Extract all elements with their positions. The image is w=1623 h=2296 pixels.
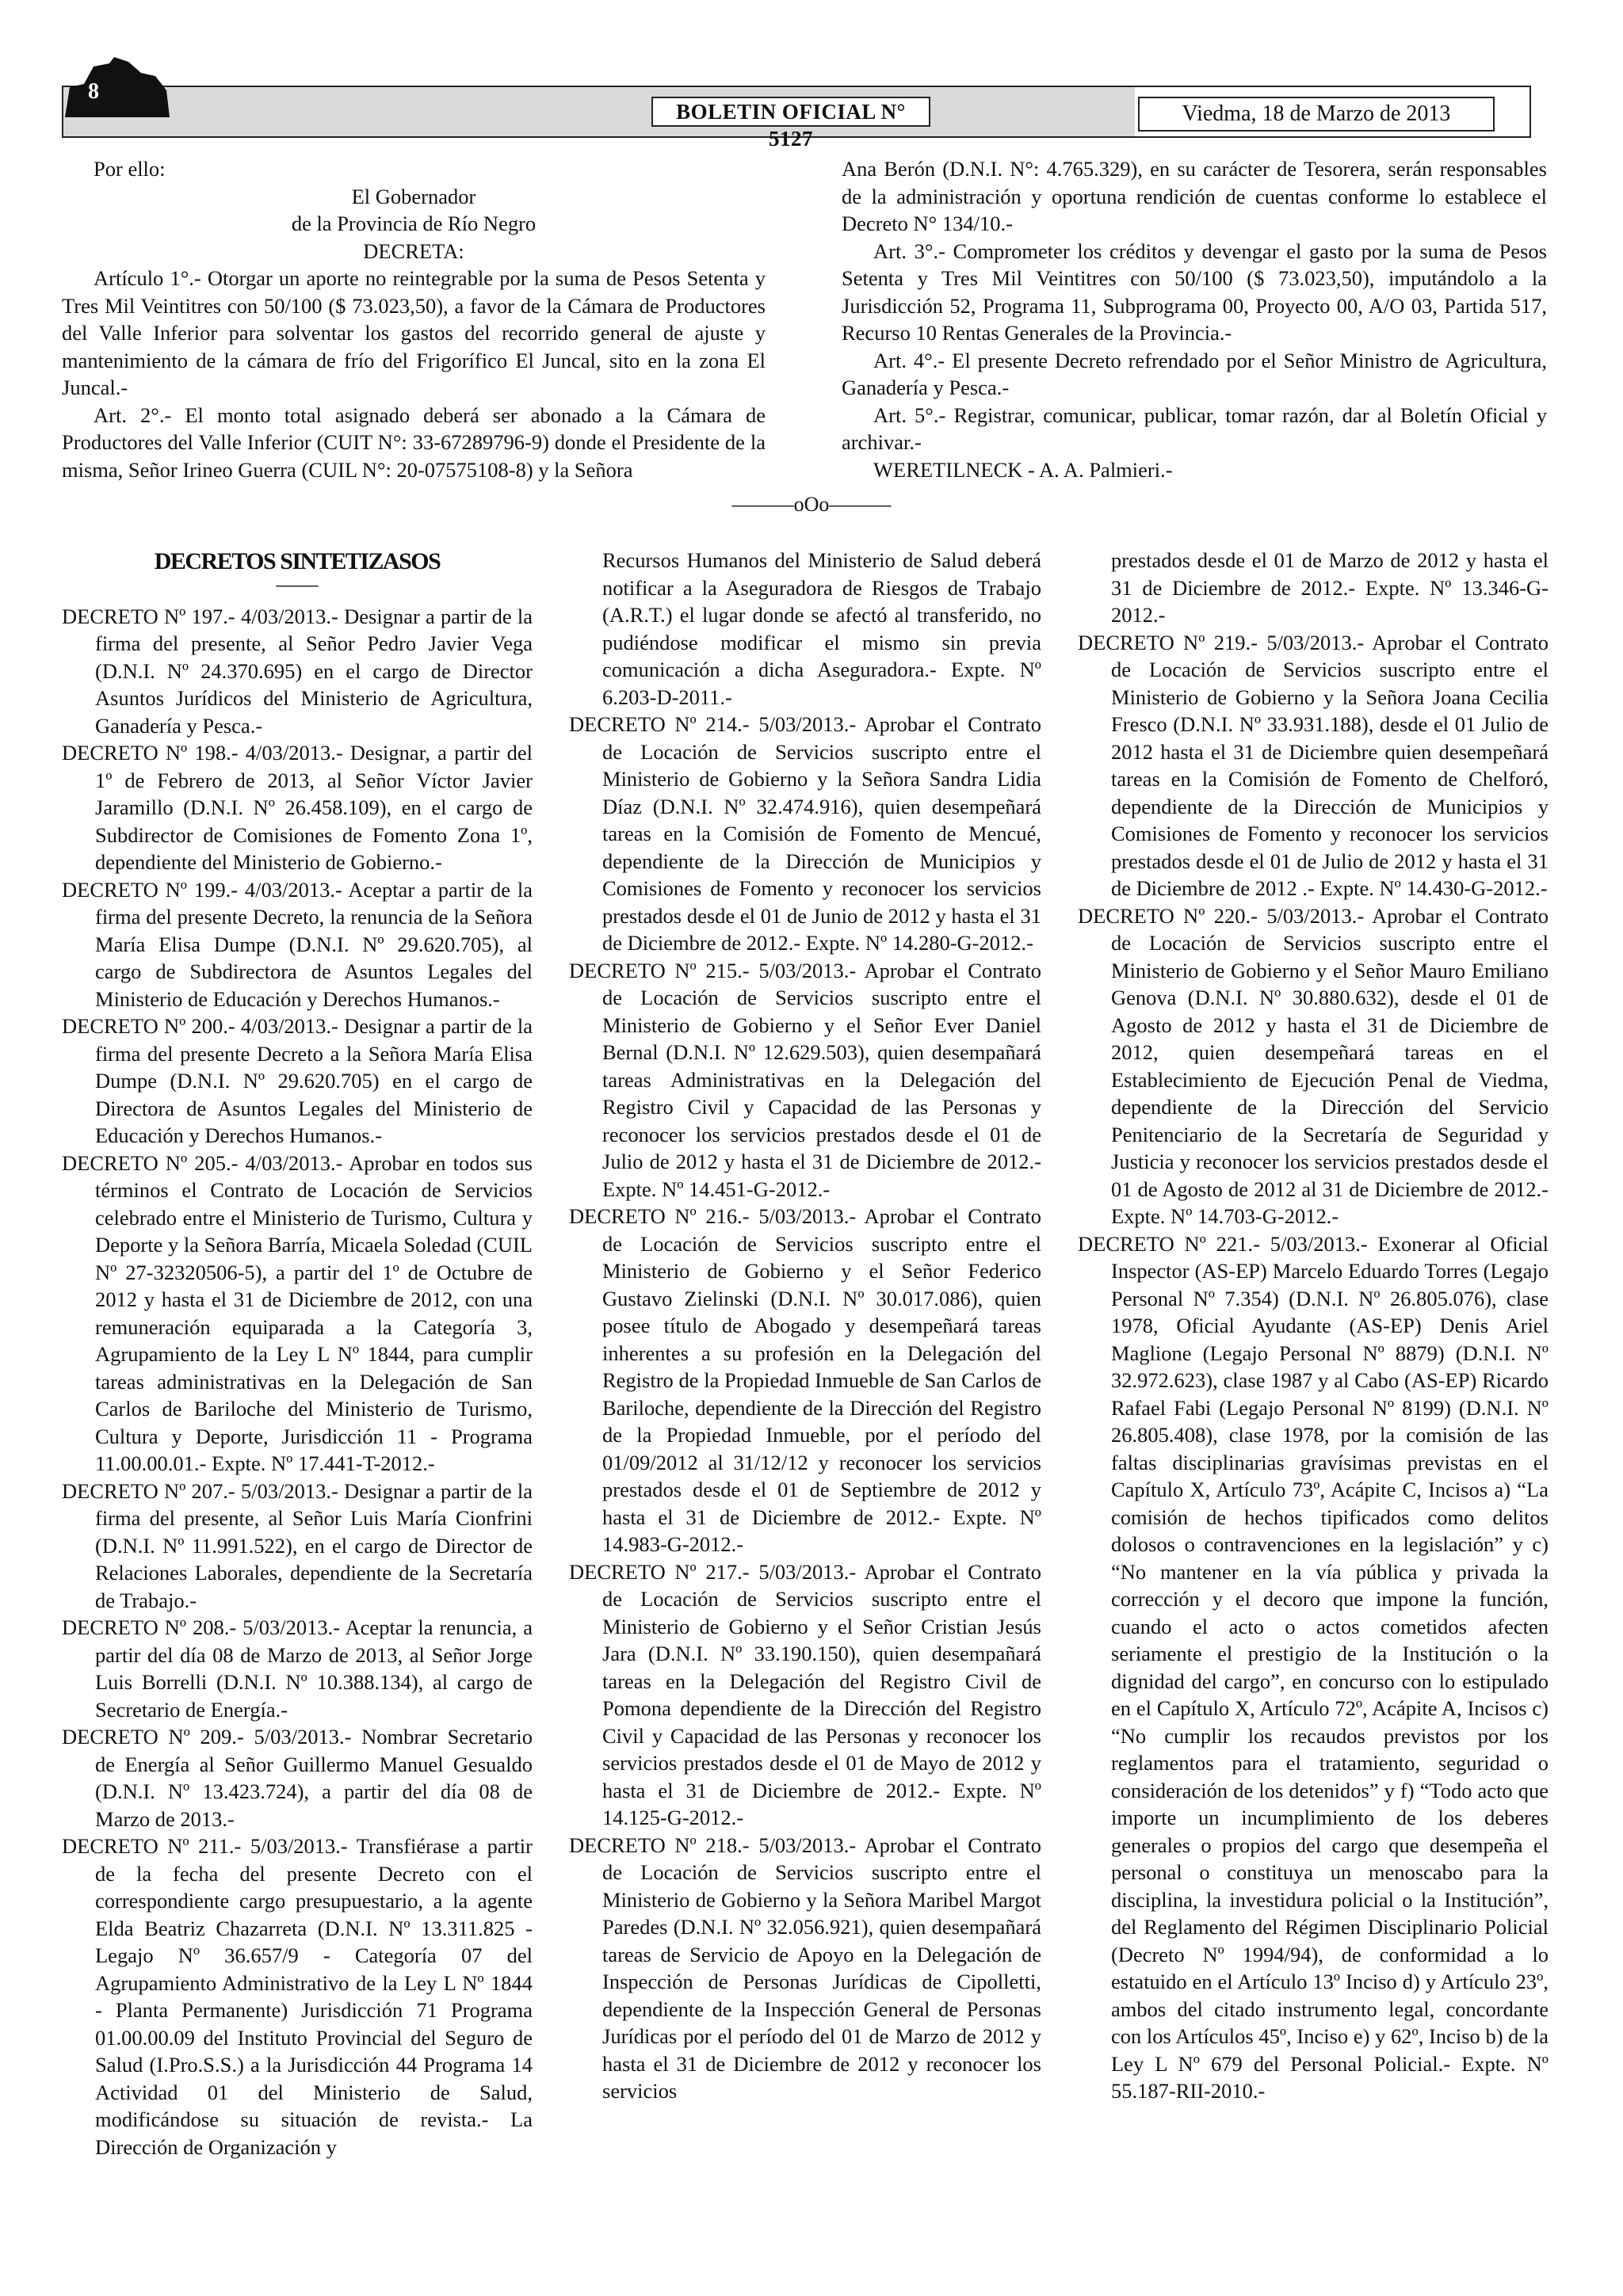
decree-article-4: Art. 4°.- El presente Decreto refrendado por el Señor Ministro de Agricultura, Ganadería y Pesca.-	[842, 348, 1547, 399]
decree-left-column	[62, 155, 766, 483]
decree-intro: Por ello:	[94, 157, 166, 181]
bulletin-title: BOLETIN OFICIAL N° 5127	[651, 97, 930, 127]
decree-summary: DECRETO Nº 220.- 5/03/2013.- Aprobar el Contrato de Locación de Servicios suscripto entre el Ministerio de Gobierno y el Señor Mauro Emiliano Genova (D.N.I. Nº 30.880.632), desde el 01 de Agosto de 2012 y hasta el 31 de Diciembre de 2012, quien desempeñará tareas en el Establecimiento de Ejecución Penal de Viedma, dependiente de la Dirección del Servicio Penitenciario de la Secretaría de Seguridad y Justicia y reconocer los servicios prestados desde el 01 de Agosto de 2012 al 31 de Diciembre de 2012.- Expte. Nº 14.703-G-2012.-	[1078, 903, 1549, 1228]
page-number: 8	[88, 79, 99, 104]
decree-decreta: DECRETA:	[363, 238, 464, 263]
decree-summary: DECRETO Nº 221.- 5/03/2013.- Exonerar al Oficial Inspector (AS-EP) Marcelo Eduardo Torres (Legajo Personal Nº 7.354) (D.N.I. Nº 26.805.076), clase 1978, Oficial Ayudante (AS-EP) Denis Ariel Maglione (Legajo Personal Nº 8879) (D.N.I. Nº 32.972.623), clase 1987 y al Cabo (AS-EP) Ricardo Rafael Fabi (Legajo Personal Nº 8199) (D.N.I. Nº 26.805.408), clase 1978, por la comisión de las faltas disciplinarias gravísimas previstas en el Capítulo X, Artículo 73º, Acápite C, Incisos a) “La comisión de hechos tipificados como delitos dolosos o contravenciones en la legislación” y c) “No mantener en la vía pública y privada la corrección y el decoro que impone la función, cuando el acto o actos cometidos afecten seriamente el prestigio de la Institución o la dignidad del cargo”, en concurso con lo estipulado en el Capítulo X, Artículo 72º, Acápite A, Incisos c) “No cumplir los recaudos previstos por los reglamentos para el tratamiento, seguridad o consideración de los detenidos” y f) “Todo acto que importe un incumplimiento de los deberes generales o propios del cargo que desempeña el personal o constituya un menoscabo para la disciplina, la investidura policial o la Institución”, del Reglamento del Régimen Disciplinario Policial (Decreto Nº 1994/94), de conformidad a lo estatuido en el Artículo 13º Inciso d) y Artículo 23º, ambos del citado instrumento legal, concordante con los Artículos 45º, Inciso e) y 62º, Inciso b) de la Ley L Nº 679 del Personal Policial.- Expte. Nº 55.187-RII-2010.-	[1078, 1231, 1549, 2103]
decree-right-column	[842, 155, 1547, 483]
decree-summary: DECRETO Nº 209.- 5/03/2013.- Nombrar Secretario de Energía al Señor Guillermo Manuel Gesualdo (D.N.I. Nº 13.423.724), a partir del día 08 de Marzo de 2013.-	[62, 1725, 533, 1831]
section-title: DECRETOS SINTETIZASOS	[154, 548, 441, 574]
decree-summary: DECRETO Nº 205.- 4/03/2013.- Aprobar en todos sus términos el Contrato de Locación de Servicios celebrado entre el Ministerio de Turismo, Cultura y Deporte y la Señora Barría, Micaela Soledad (CUIL Nº 27-32320506-5), a partir del 1º de Octubre de 2012 y hasta el 31 de Diciembre de 2012, con una remuneración equiparada a la Categoría 3, Agrupamiento de la Ley L Nº 1844, para cumplir tareas administrativas en la Delegación de San Carlos de Bariloche del Ministerio de Turismo, Cultura y Deporte, Jurisdicción 11 - Programa 11.00.00.01.- Expte. Nº 17.441-T-2012.-	[62, 1150, 533, 1475]
decree-summary: DECRETO Nº 208.- 5/03/2013.- Aceptar la renuncia, a partir del día 08 de Marzo de 2013, al Señor Jorge Luis Borrelli (D.N.I. Nº 10.388.134), al cargo de Secretario de Energía.-	[62, 1615, 533, 1722]
decree-summary: DECRETO Nº 199.- 4/03/2013.- Aceptar a partir de la firma del presente Decreto, la renuncia de la Señora María Elisa Dumpe (D.N.I. Nº 29.620.705), al cargo de Subdirectora de Asuntos Legales del Ministerio de Educación y Derechos Humanos.-	[62, 877, 533, 1011]
decree-article-3: Art. 3°.- Comprometer los créditos y devengar el gasto por la suma de Pesos Setenta y Tres Mil Veintitres con 50/100 ($ 73.023,50), imputándolo a la Jurisdicción 52, Programa 11, Subprograma 00, Proyecto 00, A/O 03, Partida 517, Recurso 10 Rentas Generales de la Provincia.-	[842, 238, 1547, 345]
section-separator: ———oOo———	[731, 493, 892, 516]
decree-signatures: WERETILNECK - A. A. Palmieri.-	[873, 457, 1173, 482]
decrees-column-2	[569, 547, 1041, 2105]
decree-governor: El Gobernador	[351, 184, 476, 208]
decree-province: de la Provincia de Río Negro	[291, 212, 537, 235]
decree-summary: DECRETO Nº 197.- 4/03/2013.- Designar a partir de la firma del presente, al Señor Pedro Javier Vega (D.N.I. Nº 24.370.695) en el cargo de Director Asuntos Jurídicos del Ministerio de Agricultura, Ganadería y Pesca.-	[62, 604, 533, 738]
decree-summary: DECRETO Nº 219.- 5/03/2013.- Aprobar el Contrato de Locación de Servicios suscripto entre el Ministerio de Gobierno y la Señora Joana Cecilia Fresco (D.N.I. Nº 33.931.188), desde el 01 Julio de 2012 hasta el 31 de Diciembre quien desempeñará tareas en la Comisión de Fomento de Chelforó, dependiente de la Dirección de Municipios y Comisiones de Fomento y reconocer los servicios prestados desde el 01 de Julio de 2012 y hasta el 31 de Diciembre de 2012 .- Expte. Nº 14.430-G-2012.-	[1078, 630, 1549, 900]
decree-summary: DECRETO Nº 211.- 5/03/2013.- Transfiérase a partir de la fecha del presente Decreto con el correspondiente cargo presupuestario, a la agente Elda Beatriz Chazarreta (D.N.I. Nº 13.311.825 - Legajo Nº 36.657/9 - Categoría 07 del Agrupamiento Administrativo de la Ley L Nº 1844 - Planta Permanente) Jurisdicción 71 Programa 01.00.00.09 del Instituto Provincial del Seguro de Salud (I.Pro.S.S.) a la Jurisdicción 44 Programa 14 Actividad 01 del Ministerio de Salud, modificándose su situación de revista.- La Dirección de Organización y	[62, 1834, 533, 2159]
decree-summary-cont: prestados desde el 01 de Marzo de 2012 y hasta el 31 de Diciembre de 2012.- Expte. Nº 13.346-G-2012.-	[1111, 548, 1549, 627]
decree-summary-cont: Recursos Humanos del Ministerio de Salud deberá notificar a la Aseguradora de Riesgos de Trabajo (A.R.T.) el lugar donde se afectó al transferido, no pudiéndose modificar el mismo sin previa comunicación a dicha Aseguradora.- Expte. Nº 6.203-D-2011.-	[602, 548, 1041, 709]
decree-article-2-cont: Ana Berón (D.N.I. N°: 4.765.329), en su carácter de Tesorera, serán responsables de la administración y oportuna rendición de cuentas conforme lo establece el Decreto N° 134/10.-	[842, 157, 1547, 235]
decree-article-1: Artículo 1°.- Otorgar un aporte no reintegrable por la suma de Pesos Setenta y Tres Mil Veintitres con 50/100 ($ 73.023,50), a favor de la Cámara de Productores del Valle Inferior para solventar los gastos del recorrido general de ajuste y mantenimiento de la cámara de frío del Frigorífico El Juncal, sito en la zona El Juncal.-	[62, 266, 766, 399]
decree-summary: DECRETO Nº 207.- 5/03/2013.- Designar a partir de la firma del presente, al Señor Luis María Cionfrini (D.N.I. Nº 11.991.522), en el cargo de Director de Relaciones Laborales, dependiente de la Secretaría de Trabajo.-	[62, 1478, 533, 1612]
decree-summary: DECRETO Nº 198.- 4/03/2013.- Designar, a partir del 1º de Febrero de 2013, al Señor Víctor Javier Jaramillo (D.N.I. Nº 26.458.109), en el cargo de Subdirector de Comisiones de Fomento Zona 1º, dependiente del Ministerio de Gobierno.-	[62, 741, 533, 874]
decree-summary: DECRETO Nº 200.- 4/03/2013.- Designar a partir de la firma del presente Decreto a la Señora María Elisa Dumpe (D.N.I. Nº 29.620.705) en el cargo de Directora de Asuntos Legales del Ministerio de Educación y Derechos Humanos.-	[62, 1014, 533, 1147]
issue-date: Viedma, 18 de Marzo de 2013	[1138, 97, 1495, 132]
section-title-dash: ——	[276, 571, 319, 596]
decree-summary: DECRETO Nº 217.- 5/03/2013.- Aprobar el Contrato de Locación de Servicios suscripto entre el Ministerio de Gobierno y el Señor Cristian Jesús Jara (D.N.I. Nº 33.190.150), quien desempañará tareas en la Delegación del Registro Civil de Pomona dependiente de la Dirección del Registro Civil y Capacidad de las Personas y reconocer los servicios prestados desde el 01 de Mayo de 2012 y hasta el 31 de Diciembre de 2012.- Expte. Nº 14.125-G-2012.-	[569, 1559, 1041, 1829]
header-shade	[63, 87, 1135, 136]
decree-summary: DECRETO Nº 214.- 5/03/2013.- Aprobar el Contrato de Locación de Servicios suscripto entre el Ministerio de Gobierno y la Señora Sandra Lidia Díaz (D.N.I. Nº 32.474.916), quien desempeñará tareas en la Comisión de Fomento de Mencué, dependiente de la Dirección de Municipios y Comisiones de Fomento y reconocer los servicios prestados desde el 01 de Junio de 2012 y hasta el 31 de Diciembre de 2012.- Expte. Nº 14.280-G-2012.-	[569, 712, 1041, 955]
decree-article-5: Art. 5°.- Registrar, comunicar, publicar, tomar razón, dar al Boletín Oficial y archivar.-	[842, 402, 1547, 454]
decree-summary: DECRETO Nº 216.- 5/03/2013.- Aprobar el Contrato de Locación de Servicios suscripto entre el Ministerio de Gobierno y el Señor Federico Gustavo Zielinski (D.N.I. Nº 30.017.086), quien posee título de Abogado y desempeñará tareas inherentes a su profesión en la Delegación del Registro de la Propiedad Inmueble de San Carlos de Bariloche, dependiente de la Dirección del Registro de la Propiedad Inmueble, por el período del 01/09/2012 al 31/12/12 y reconocer los servicios prestados desde el 01 de Septiembre de 2012 y hasta el 31 de Diciembre de 2012.- Expte. Nº 14.983-G-2012.-	[569, 1204, 1041, 1556]
decrees-column-1	[62, 547, 533, 2161]
decrees-column-3	[1078, 547, 1549, 2105]
decree-summary: DECRETO Nº 215.- 5/03/2013.- Aprobar el Contrato de Locación de Servicios suscripto entre el Ministerio de Gobierno y el Señor Ever Daniel Bernal (D.N.I. Nº 12.629.503), quien desempañará tareas Administrativas en la Delegación del Registro Civil y Capacidad de las Personas y reconocer los servicios prestados desde el 01 de Julio de 2012 y hasta el 31 de Diciembre de 2012.- Expte. Nº 14.451-G-2012.-	[569, 958, 1041, 1201]
decree-summary: DECRETO Nº 218.- 5/03/2013.- Aprobar el Contrato de Locación de Servicios suscripto entre el Ministerio de Gobierno y la Señora Maribel Margot Paredes (D.N.I. Nº 32.056.921), quien desempañará tareas de Servicio de Apoyo en la Delegación de Inspección de Personas Jurídicas de Cipolletti, dependiente de la Inspección General de Personas Jurídicas por el período del 01 de Marzo de 2012 y hasta el 31 de Diciembre de 2012 y reconocer los servicios	[569, 1833, 1041, 2103]
decree-article-2: Art. 2°.- El monto total asignado deberá ser abonado a la Cámara de Productores del Valle Inferior (CUIT N°: 33-67289796-9) donde el Presidente de la misma, Señor Irineo Guerra (CUIL N°: 20-07575108-8) y la Señora	[62, 402, 766, 482]
